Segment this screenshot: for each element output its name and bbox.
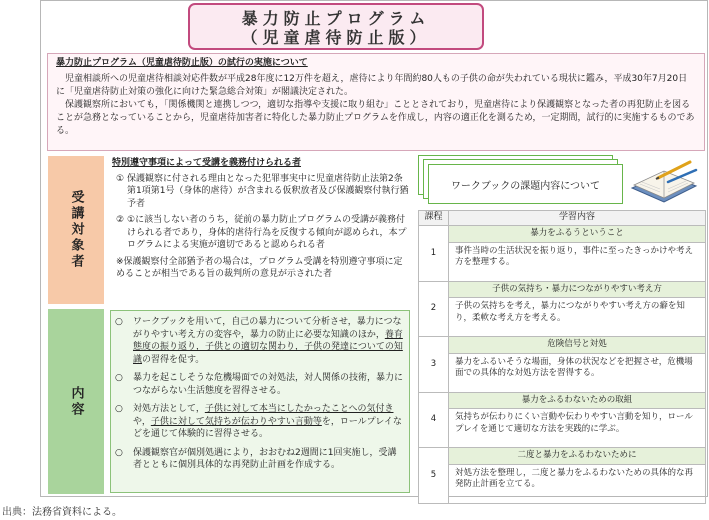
content-item-text [133,372,405,397]
content-text-part: ワークブックを用いて，自己の暴力について分析させ，暴力につながりやすい考え方の変容や，暴力の防止に必要な知識のほか， [133,317,402,340]
content-item [115,372,405,397]
content-text-part-underlined: 子供に対して気持ちが伝わりやすい言動等 [150,416,322,427]
table-row [419,392,706,409]
header-content: 学習内容 [449,211,706,226]
table-row [419,337,706,354]
content-text-part-underlined: 養育態度の振り返り，子供との適切な関わり，子供の発達についての知識 [133,329,403,365]
course-number: 3 [419,337,449,393]
content-text-part: の習得を促す。 [142,354,205,365]
course-title: 子供の気持ち・暴力につながりやすい考え方 [449,281,706,298]
course-number: 4 [419,392,449,448]
course-description: 気持ちが伝わりにくい言動や伝わりやすい言動を知り，ロールプレイを通じて適切な方法を実践的に学ぶ。 [449,409,706,448]
content-text-part: 対処方法として， [133,404,205,414]
source-note: 出典：法務省資料による。 [2,507,122,518]
book-icon [628,158,700,214]
course-title: 暴力をふるわないための取組 [449,392,706,409]
header-course: 課程 [419,211,449,226]
content-text-part: 暴力を起こしそうな危機場面での対処法，対人関係の技術，暴力につながらない生活態度を習得させる。 [133,373,404,396]
table-row [419,464,706,503]
contents-label-text: 内容 [68,385,84,418]
contents-label [48,309,104,494]
attendee-item-number: ① [116,173,125,184]
table-row [419,226,706,243]
content-item-text [133,447,405,472]
attendees-section [108,155,413,305]
attendee-item-text: ①に該当しない者のうち，従前の暴力防止プログラムの受講が義務付けられる者であり，身体的虐待行為を反復する傾向が認められ，本プログラムによる実施が適切であると認められる者 [127,215,407,250]
course-table [418,210,706,504]
course-description: 子供の気持ちを考え，暴力につながりやすい考え方の癖を知り，柔軟な考え方を考える。 [449,298,706,337]
attendee-item [112,173,409,211]
table-row [419,448,706,465]
content-item-mark: ○ [115,447,123,458]
workbook-card [428,164,623,204]
attendee-item [112,214,409,252]
content-item [115,403,405,441]
course-number: 5 [419,448,449,504]
course-title: 二度と暴力をふるわないために [449,448,706,465]
table-row [419,298,706,337]
attendee-item-text: 保護観察に付される理由となった犯罪事実中に児童虐待防止法第2条第1項第1号（身体的虐待）が含まれる仮釈放者及び保護観察付執行猶予者 [127,173,409,209]
content-text-part: 保護観察官が個別処遇により，おおむね2週間に1回実施し，受講者とともに個別具体的な再発防止計画を作成する。 [133,447,397,470]
course-number: 2 [419,281,449,337]
table-row [419,353,706,392]
table-row [419,281,706,298]
contents-box [110,310,410,493]
attendees-note: ※保護観察付全部猶予者の場合は，プログラム受講を特別遵守事項に定めることが相当である旨の裁判所の意見が示された者 [116,256,403,279]
intro-paragraph-1: 児童相談所への児童虐待相談対応件数が平成28年度に12万件を超え，虐待により年間約80人もの子供の命が失われている現状に鑑み，平成30年7月20日に「児童虐待防止対策の強化に向けた緊急総合対策」が閣議決定された。 [56,74,688,97]
content-text-part-underlined: 子供に対して本当にしたかったことへの気付き [204,404,394,414]
attendees-heading: 特別遵守事項によって受講を義務付けられる者 [112,158,302,168]
workbook-title: ワークブックの課題内容について [450,180,601,192]
course-description: 暴力をふるいそうな場面，身体の状況などを把握させ，危機場面での具体的な対処方法を習得する。 [449,353,706,392]
attendees-label-text: 受講対象者 [68,190,84,270]
content-text-part: を，ロールプレイなどを通じて体験的に習得させる。 [133,416,402,439]
course-title: 暴力をふるうということ [449,226,706,243]
course-table-header-row [419,211,706,226]
content-item-text [133,316,405,366]
workbook-card-stack [418,155,626,205]
content-item-text [133,403,405,441]
course-description: 対処方法を整理し，二度と暴力をふるわないための具体的な再発防止計画を立てる。 [449,464,706,503]
content-text-part: や， [133,416,151,427]
title-box [188,3,484,50]
content-item-mark: ○ [115,404,123,414]
course-number: 1 [419,226,449,282]
content-item [115,316,405,366]
table-row [419,242,706,281]
content-item-mark: ○ [115,317,123,327]
course-title: 危険信号と対処 [449,337,706,354]
intro-heading: 暴力防止プログラム（児童虐待防止版）の試行の実施について [56,58,308,68]
intro-paragraph-2: 保護観察所においても，「関係機関と連携しつつ，適切な指導や支援に取り組む」こととされており，児童虐待により保護観察となった者の再犯防止を図ることが急務となっていることから，児童虐待加害者に特化した暴力防止プログラムを作成し，内容の適正化を測るため，一定期間，試行的に実施するものである。 [56,100,695,136]
course-description: 事件当時の生活状況を振り返り，事件に至ったきっかけや考え方を整理する。 [449,242,706,281]
content-item [115,447,405,472]
table-row [419,409,706,448]
content-item-mark: ○ [115,373,123,383]
attendees-label [48,156,104,304]
title-line-1: 暴力防止プログラム [241,9,431,28]
attendee-item-number: ② [116,215,125,225]
intro-box [47,53,705,151]
title-line-2: （児童虐待防止版） [241,28,431,47]
